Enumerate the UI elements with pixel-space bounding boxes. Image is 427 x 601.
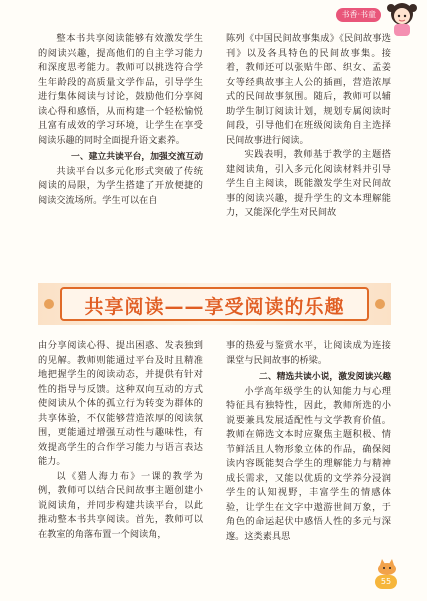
left-column-top bbox=[38, 32, 203, 208]
paragraph: 陈列《中国民间故事集成》《民间故事选刊》以及各具特色的民间故事集。接着，教师还可以张贴牛郎、织女、孟姜女等经典故事主人公的插画，营造浓厚式的民间故事氛围。随后，教师可以辅助学生制订阅读计划，规划专属阅读时间段，引导他们在班级阅读角自主选择民间故事进行阅读。 bbox=[226, 33, 391, 146]
paragraph: 整本书共享阅读能够有效激发学生的阅读兴趣，提高他们的自主学习能力和深度思考能力。教师可以挑选符合学生年龄段的高质量文学作品，引导学生进行集体阅读与讨论，鼓励他们分享阅读心得和感悟，从而构建一个轻松愉悦且富有成效的学习环境，让学生在享受阅读乐趣的同时全面提升语文素养。 bbox=[38, 33, 203, 146]
page-number: 55 bbox=[375, 575, 397, 589]
section-heading-1: 一、建立共读平台，加强交流互动 bbox=[71, 152, 203, 162]
paragraph: 以《猎人海力布》一课的教学为例，教师可以结合民间故事主题创建小说阅读角，并同步构建共读平台，以此推动整本书共享阅读。首先，教师可以在教室的角落布置一个阅读角， bbox=[38, 470, 203, 540]
paragraph: 实践表明，教师基于教学的主题搭建阅读角，引入多元化阅读材料并引导学生自主阅读，既能激发学生对民间故事的阅读兴趣，提升学生的文本理解能力，又能深化学生对民间故 bbox=[226, 149, 391, 218]
banner-title: 共享阅读——享受阅读的乐趣 bbox=[84, 296, 345, 318]
column-tag: 书香·书童 bbox=[336, 8, 381, 22]
paragraph: 事的热爱与鉴赏水平，让阅读成为连接课堂与民间故事的桥梁。 bbox=[226, 340, 391, 366]
paragraph: 由分享阅读心得、提出困惑、发表独到的见解。教师则能通过平台及时且精准地把握学生的阅读动态，并提供有针对性的指导与反馈。这种双向互动的方式使阅读从个体的孤立行为转变为群体的共享体验，不仅能够营造浓厚的阅读氛围，更能通过增强互动性与趣味性，有效提高学生的合作学习能力与语言表达能力。 bbox=[38, 340, 203, 467]
paragraph: 共读平台以多元化形式突破了传统阅读的局限，为学生搭建了开放便捷的阅读交流场所。学生可以在自 bbox=[38, 165, 203, 206]
left-column-bottom bbox=[38, 339, 203, 542]
paragraph: 小学高年级学生的认知能力与心理特征具有独特性，因此，教师所选的小说要兼具发展适配性与文学教育价值。教师在筛选文本时应聚焦主题积极、情节鲜活且人物形象立体的作品，确保阅读内容既能契合学生的理解能力与精神成长需求，又能以优质的文学养分浸润学生的认知视野，丰富学生的情感体验，让学生在文字中遨游世间万象，于角色的命运起伏中感悟人性的多元与深邃。这类素具思 bbox=[226, 385, 391, 542]
section-heading-2: 二、精选共读小说，激发阅读兴趣 bbox=[259, 372, 391, 382]
section-banner bbox=[38, 283, 391, 325]
right-column-top bbox=[226, 32, 391, 221]
right-column-bottom bbox=[226, 339, 391, 544]
cat-mascot-icon bbox=[375, 559, 399, 575]
